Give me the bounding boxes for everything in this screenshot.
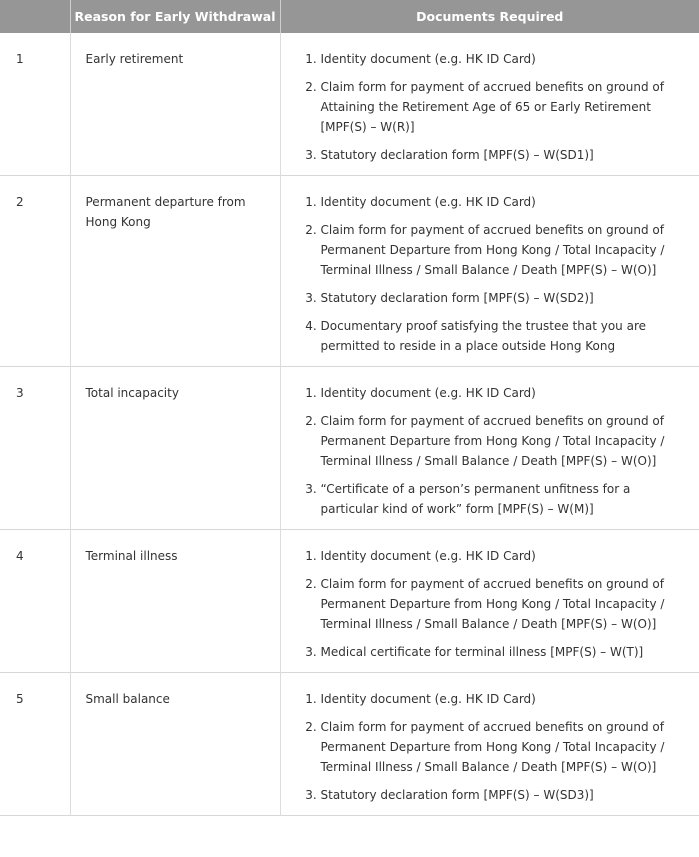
- table-header: [0, 0, 699, 33]
- document-item: 2. Claim form for payment of accrued benefits on ground of Permanent Departure from Hong Kong / Total Incapacity / Terminal Illness / Small Balance / Death [MPF(S) – W(O)]: [321, 717, 684, 777]
- row-documents: [280, 673, 699, 816]
- table-row: [0, 367, 699, 530]
- document-list: [304, 383, 684, 519]
- row-number: 4: [0, 530, 70, 673]
- document-item: 2. Claim form for payment of accrued benefits on ground of Permanent Departure from Hong Kong / Total Incapacity / Terminal Illness / Small Balance / Death [MPF(S) – W(O)]: [321, 411, 684, 471]
- table-row: [0, 530, 699, 673]
- header-reason: Reason for Early Withdrawal: [70, 0, 280, 33]
- document-item: 2. Claim form for payment of accrued benefits on ground of Permanent Departure from Hong Kong / Total Incapacity / Terminal Illness / Small Balance / Death [MPF(S) – W(O)]: [321, 220, 684, 280]
- table-row: [0, 33, 699, 176]
- document-item: 3. Statutory declaration form [MPF(S) – W(SD1)]: [321, 145, 684, 165]
- row-number: 1: [0, 33, 70, 176]
- header-row: [0, 0, 699, 33]
- document-list: [304, 192, 684, 356]
- table-body: [0, 33, 699, 816]
- document-item: 3. Statutory declaration form [MPF(S) – W(SD3)]: [321, 785, 684, 805]
- document-item: 1. Identity document (e.g. HK ID Card): [321, 689, 684, 709]
- header-number: [0, 0, 70, 33]
- row-number: 3: [0, 367, 70, 530]
- row-number: 5: [0, 673, 70, 816]
- document-item: 2. Claim form for payment of accrued benefits on ground of Attaining the Retirement Age of 65 or Early Retirement [MPF(S) – W(R)]: [321, 77, 684, 137]
- row-documents: [280, 530, 699, 673]
- row-documents: [280, 176, 699, 367]
- header-documents: Documents Required: [280, 0, 699, 33]
- document-item: 3. Statutory declaration form [MPF(S) – W(SD2)]: [321, 288, 684, 308]
- document-item: 3. Medical certificate for terminal illness [MPF(S) – W(T)]: [321, 642, 684, 662]
- row-number: 2: [0, 176, 70, 367]
- row-reason: Total incapacity: [70, 367, 280, 530]
- document-list: [304, 546, 684, 662]
- table-row: [0, 176, 699, 367]
- document-item: 1. Identity document (e.g. HK ID Card): [321, 383, 684, 403]
- document-item: 1. Identity document (e.g. HK ID Card): [321, 546, 684, 566]
- row-reason: Permanent departure from Hong Kong: [70, 176, 280, 367]
- document-item: 1. Identity document (e.g. HK ID Card): [321, 49, 684, 69]
- row-reason: Early retirement: [70, 33, 280, 176]
- document-list: [304, 689, 684, 805]
- row-documents: [280, 33, 699, 176]
- row-reason: Small balance: [70, 673, 280, 816]
- document-item: 1. Identity document (e.g. HK ID Card): [321, 192, 684, 212]
- document-item: 4. Documentary proof satisfying the trustee that you are permitted to reside in a place outside Hong Kong: [321, 316, 684, 356]
- row-documents: [280, 367, 699, 530]
- document-list: [304, 49, 684, 165]
- table-row: [0, 673, 699, 816]
- document-item: 3. “Certificate of a person’s permanent unfitness for a particular kind of work” form [MPF(S) – W(M)]: [321, 479, 684, 519]
- document-item: 2. Claim form for payment of accrued benefits on ground of Permanent Departure from Hong Kong / Total Incapacity / Terminal Illness / Small Balance / Death [MPF(S) – W(O)]: [321, 574, 684, 634]
- row-reason: Terminal illness: [70, 530, 280, 673]
